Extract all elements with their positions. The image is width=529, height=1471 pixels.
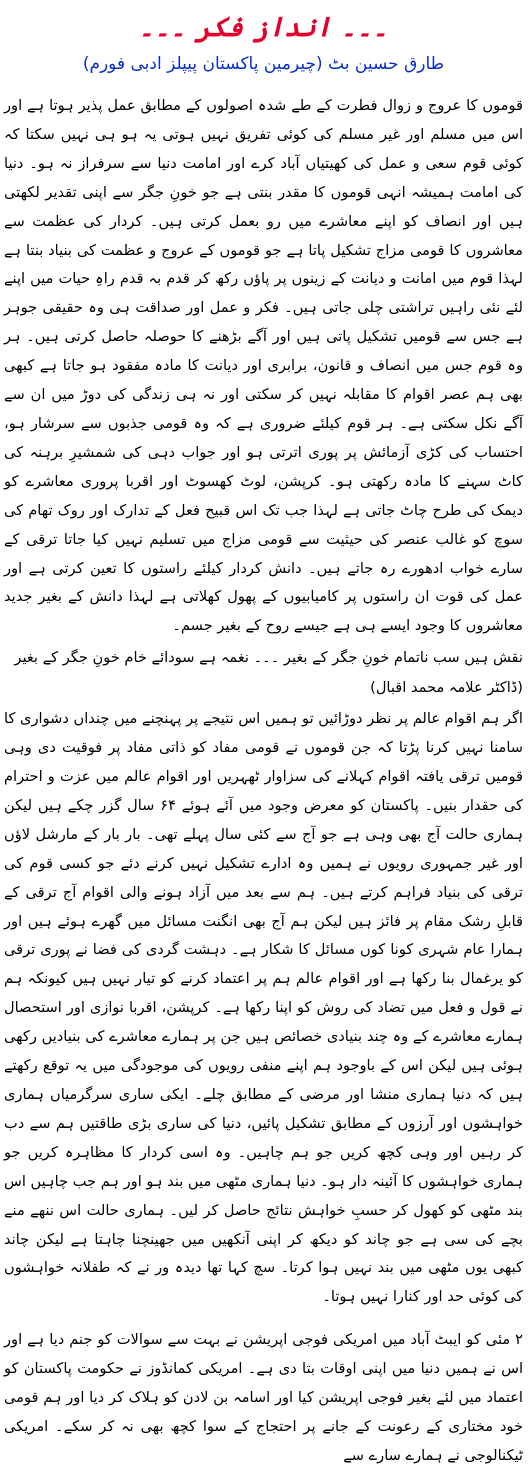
article-title: ۔۔۔ انداز فکر ۔۔۔ [138, 12, 389, 43]
iqbal-verse: نقش ہیں سب ناتمام خونِ جگر کے بغیر ۔۔۔ نغمہ ہے سودائے خام خونِ جگر کے بغیر (ڈاکٹر علامہ محمد اقبال) [14, 649, 523, 697]
article-header [4, 10, 523, 92]
paragraph-3: ۲ مئی کو ایبٹ آباد میں امریکی فوجی اپریشن نے بہت سے سوالات کو جنم دیا ہے اور اس نے ہمیں دنیا میں اپنی اوقات بتا دی ہے۔ امریکی کمانڈوز نے حکومت پاکستان کو اعتماد میں لئے بغیر فوجی اپریشن کیا اور اسامہ بن لادن کو ہلاک کر دیا اور ہم قومی خود مختاری کے رعونت کے جانے پر احتجاج کے سوا کچھ بھی نہ کر سکے۔ امریکی ٹیکنالوجی نے ہمارے سارے سے [4, 1331, 523, 1464]
paragraph-1: قوموں کا عروج و زوال فطرت کے طے شدہ اصولوں کے مطابق عمل پذیر ہوتا ہے اور اس میں مسلم اور غیر مسلم کی کوئی تفریق نہیں ہوتی یہ ہو ہی نہیں سکتا کہ کوئی قوم سعی و عمل کی کھیتیاں آباد کرے اور امامت دنیا سے سرفراز نہ ہو۔ دنیا کی امامت ہمیشہ انہی قوموں کا مقدر بنتی ہے جو خونِ جگر سے اپنی تقدیر لکھتی ہیں اور انصاف کو اپنے معاشرے میں رو بعمل کرتی ہیں۔ کردار کی عظمت سے معاشروں کا قومی مزاج تشکیل پاتا ہے جو قوموں کے عروج و عظمت کی بنیاد بنتا ہے لہذا قوم میں امانت و دیانت کے زینوں پر پاؤں رکھ کر قدم بہ قدم راہِ حیات میں اپنے لئے نئی راہیں تراشتی چلی جاتی ہیں۔ فکر و عمل اور صداقت ہی وہ حقیقی جوہر ہے جس سے قومیں تشکیل پاتی ہیں اور آگے بڑھنے کا حوصلہ حاصل کرتی ہیں۔ ہر وہ قوم جس میں انصاف و قانون، برابری اور دیانت کا مادہ مفقود ہو جاتا ہے کبھی بھی ہم عصر اقوام کا مقابلہ نہیں کر سکتی اور نہ ہی زندگی کی دوڑ میں ان سے آگے نکل سکتی ہے۔ ہر قوم کیلئے ضروری ہے کہ وہ قومی جذبوں سے سرشار ہو، احتساب کی کڑی آزمائش پر پوری اترتی ہو اور جواب دہی کی شمشیرِ برہنہ کی کاٹ سہنے کا مادہ رکھتی ہو۔ کرپشن، لوٹ کھسوٹ اور اقربا پروری معاشرے کو دیمک کی طرح چاٹ جاتی ہے لہذا جب تک اس قبیح فعل کے تدارک اور روک تھام کی سوچ کو غالب عنصر کی حیثیت سے قومی مزاج میں تسلیم نہیں کیا جاتا ترقی کے سارے خواب ادھورے رہ جاتے ہیں۔ دانش کردار کیلئے راستوں کا تعین کرتی ہے اور عمل کی قوت ان راستوں پر کامیابیوں کے پھول کھلاتی ہے لہذا دانش کے بغیر جدید معاشروں کا وجود ایسے ہی ہے جیسے روح کے بغیر جسم۔ [4, 97, 523, 635]
paragraph-2: اگر ہم اقوام عالم پر نظر دوڑائیں تو ہمیں اس نتیجے پر پہنچنے میں چنداں دشواری کا سامنا نہیں کرنا پڑتا کہ جن قوموں نے قومی مفاد کو ذاتی مفاد پر فوقیت دی وہی قومیں ترقی یافتہ اقوام کہلانے کی سزاوار ٹھہریں اور اقوام عالم میں عزت و احترام کی حقدار بنیں۔ پاکستان کو معرض وجود میں آئے ہوئے ۶۴ سال گزر چکے ہیں لیکن ہماری حالت آج بھی وہی ہے جو آج سے کئی سال پہلے تھی۔ بار بار کے مارشل لاؤں اور غیر جمہوری رویوں نے ہمیں وہ ادارے تشکیل نہیں کرنے دئے جو کسی قوم کی ترقی کی بنیاد فراہم کرتے ہیں۔ ہم سے بعد میں آزاد ہونے والی اقوام آج ترقی کے قابلِ رشک مقام پر فائز ہیں لیکن ہم آج بھی انگنت مسائل میں گھرے ہوئے ہیں اور ہمارا عام شہری کونا کوں مسائل کا شکار ہے۔ دہشت گردی کی فضا نے پوری ترقی کو یرغمال بنا رکھا ہے اور اقوام عالم ہم پر اعتماد کرنے کو تیار نہیں ہیں کیونکہ ہم نے قول و فعل میں تضاد کی روش کو اپنا رکھا ہے۔ کرپشن، اقربا نوازی اور استحصال ہمارے معاشرے کے وہ چند بنیادی خصائص ہیں جن پر ہمارے معاشرے کی بنیادیں رکھی ہوئی ہیں لیکن اس کے باوجود ہم اپنے منفی رویوں کی موجودگی میں یہ توقع رکھتے ہیں کہ دنیا ہماری منشا اور مرضی کے مطابق چلے۔ ایکی ساری سرگرمیاں ہماری خواہشوں اور آرزوں کے مطابق تشکیل پائیں، دنیا کی ساری بڑی طاقتیں ہم سے دب کر رہیں اور وہی کچھ کریں جو ہم چاہیں۔ وہ اسی کردار کا مظاہرہ کریں جو ہماری خواہشوں کا آئینہ دار ہو۔ دنیا ہماری مٹھی میں بند ہو اور ہم جب چاہیں اس بند مٹھی کو کھول کر حسبِ خواہش نتائج حاصل کر لیں۔ ہماری حالت اس ننھے منے بچے کی سی ہے جو چاند کو دیکھ کر اپنی آنکھیں میں جھینچنا چاہتا ہے لیکن چاند کبھی یوں مٹھی میں بند نہیں ہوا کرتا۔ سچ کہا تھا دیدہ ور نے کہ طفلانہ خواہشوں کی کوئی حد اور کنارا نہیں ہوتا۔ [4, 710, 523, 1306]
author-byline: طارق حسین بٹ (چیرمین پاکستان پیپلز ادبی فورم) [82, 54, 445, 74]
article-body [4, 92, 523, 1471]
